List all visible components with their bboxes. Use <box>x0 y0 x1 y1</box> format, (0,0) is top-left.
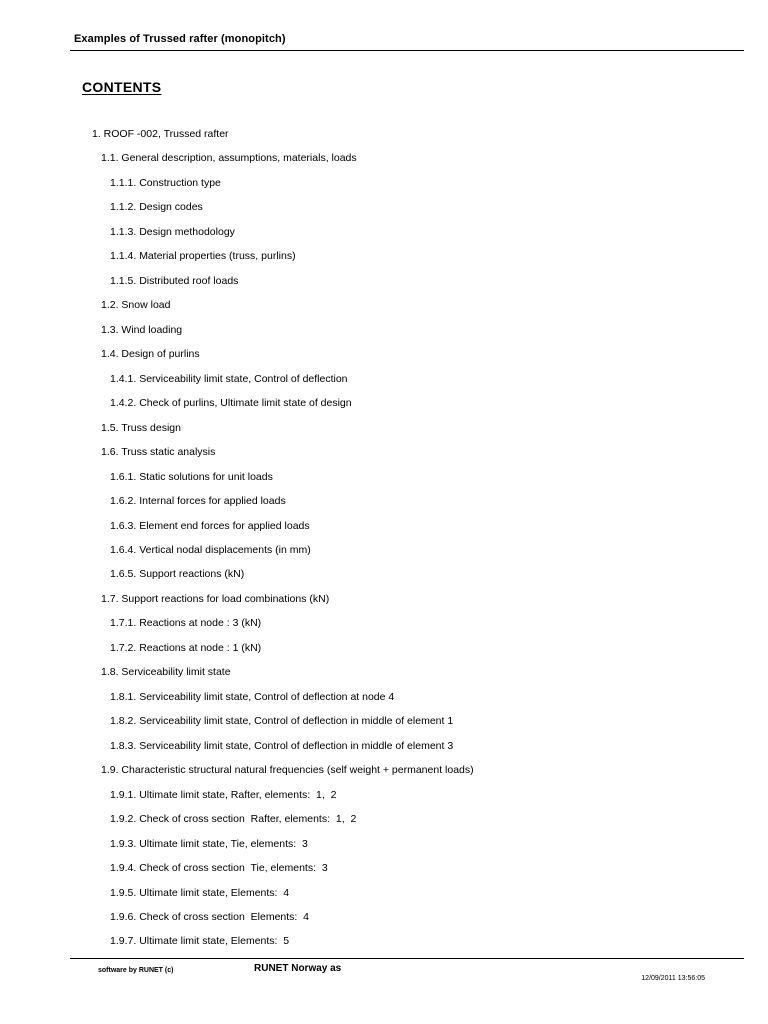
toc-entry[interactable]: 1.8. Serviceability limit state <box>101 666 231 679</box>
toc-entry[interactable]: 1.1. General description, assumptions, materials, loads <box>101 152 357 165</box>
toc-entry[interactable]: 1.6.4. Vertical nodal displacements (in mm) <box>110 543 311 556</box>
toc-entry[interactable]: 1.1.3. Design methodology <box>110 225 235 238</box>
toc-entry[interactable]: 1.6.2. Internal forces for applied loads <box>110 495 286 508</box>
footer-timestamp: 12/09/2011 13:56:05 <box>641 975 705 982</box>
toc-entry[interactable]: 1.8.2. Serviceability limit state, Control of deflection in middle of element 1 <box>110 715 454 728</box>
footer-software-credit: software by RUNET (c) <box>98 967 174 974</box>
page-header-title: Examples of Trussed rafter (monopitch) <box>74 33 286 45</box>
table-of-contents <box>0 127 768 959</box>
contents-title: CONTENTS <box>82 79 162 95</box>
toc-entry[interactable]: 1.1.1. Construction type <box>110 176 221 189</box>
toc-entry[interactable]: 1.9.2. Check of cross section Rafter, elements: 1, 2 <box>110 813 357 826</box>
toc-entry[interactable]: 1.6. Truss static analysis <box>101 446 216 459</box>
footer-company-name: RUNET Norway as <box>254 963 342 974</box>
toc-entry[interactable]: 1.9.4. Check of cross section Tie, elements: 3 <box>110 862 328 875</box>
toc-entry[interactable]: 1.3. Wind loading <box>101 323 183 336</box>
toc-entry[interactable]: 1.9.5. Ultimate limit state, Elements: 4 <box>110 886 290 899</box>
toc-entry[interactable]: 1.9.1. Ultimate limit state, Rafter, elements: 1, 2 <box>110 788 337 801</box>
toc-entry[interactable]: 1.9.7. Ultimate limit state, Elements: 5 <box>110 935 290 948</box>
toc-entry[interactable]: 1.4.2. Check of purlins, Ultimate limit state of design <box>110 397 352 410</box>
toc-entry[interactable]: 1.6.3. Element end forces for applied loads <box>110 519 310 532</box>
header-divider <box>70 50 744 51</box>
toc-entry[interactable]: 1.4. Design of purlins <box>101 348 200 361</box>
toc-entry[interactable]: 1.1.5. Distributed roof loads <box>110 274 239 287</box>
toc-entry[interactable]: 1.1.4. Material properties (truss, purlins) <box>110 250 296 263</box>
footer-divider <box>70 958 744 959</box>
toc-entry[interactable]: 1.8.3. Serviceability limit state, Control of deflection in middle of element 3 <box>110 739 454 752</box>
toc-entry[interactable]: 1.6.1. Static solutions for unit loads <box>110 470 273 483</box>
toc-entry[interactable]: 1.9.3. Ultimate limit state, Tie, elements: 3 <box>110 837 308 850</box>
toc-entry[interactable]: 1.6.5. Support reactions (kN) <box>110 568 245 581</box>
toc-entry[interactable]: 1.7.2. Reactions at node : 1 (kN) <box>110 641 262 654</box>
toc-entry[interactable]: 1.8.1. Serviceability limit state, Control of deflection at node 4 <box>110 690 395 703</box>
toc-entry[interactable]: 1.9.6. Check of cross section Elements: 4 <box>110 911 310 923</box>
toc-entry[interactable]: 1.5. Truss design <box>101 421 181 434</box>
toc-entry[interactable]: 1.2. Snow load <box>101 299 171 312</box>
toc-entry[interactable]: 1.4.1. Serviceability limit state, Control of deflection <box>110 372 348 385</box>
toc-entry[interactable]: 1.7.1. Reactions at node : 3 (kN) <box>110 617 262 630</box>
toc-entry[interactable]: 1.9. Characteristic structural natural frequencies (self weight + permanent loads) <box>101 764 474 777</box>
toc-entry[interactable]: 1.7. Support reactions for load combinations (kN) <box>101 592 330 605</box>
toc-entry[interactable]: 1.1.2. Design codes <box>110 201 203 214</box>
toc-entry[interactable]: 1. ROOF -002, Trussed rafter <box>92 128 229 140</box>
